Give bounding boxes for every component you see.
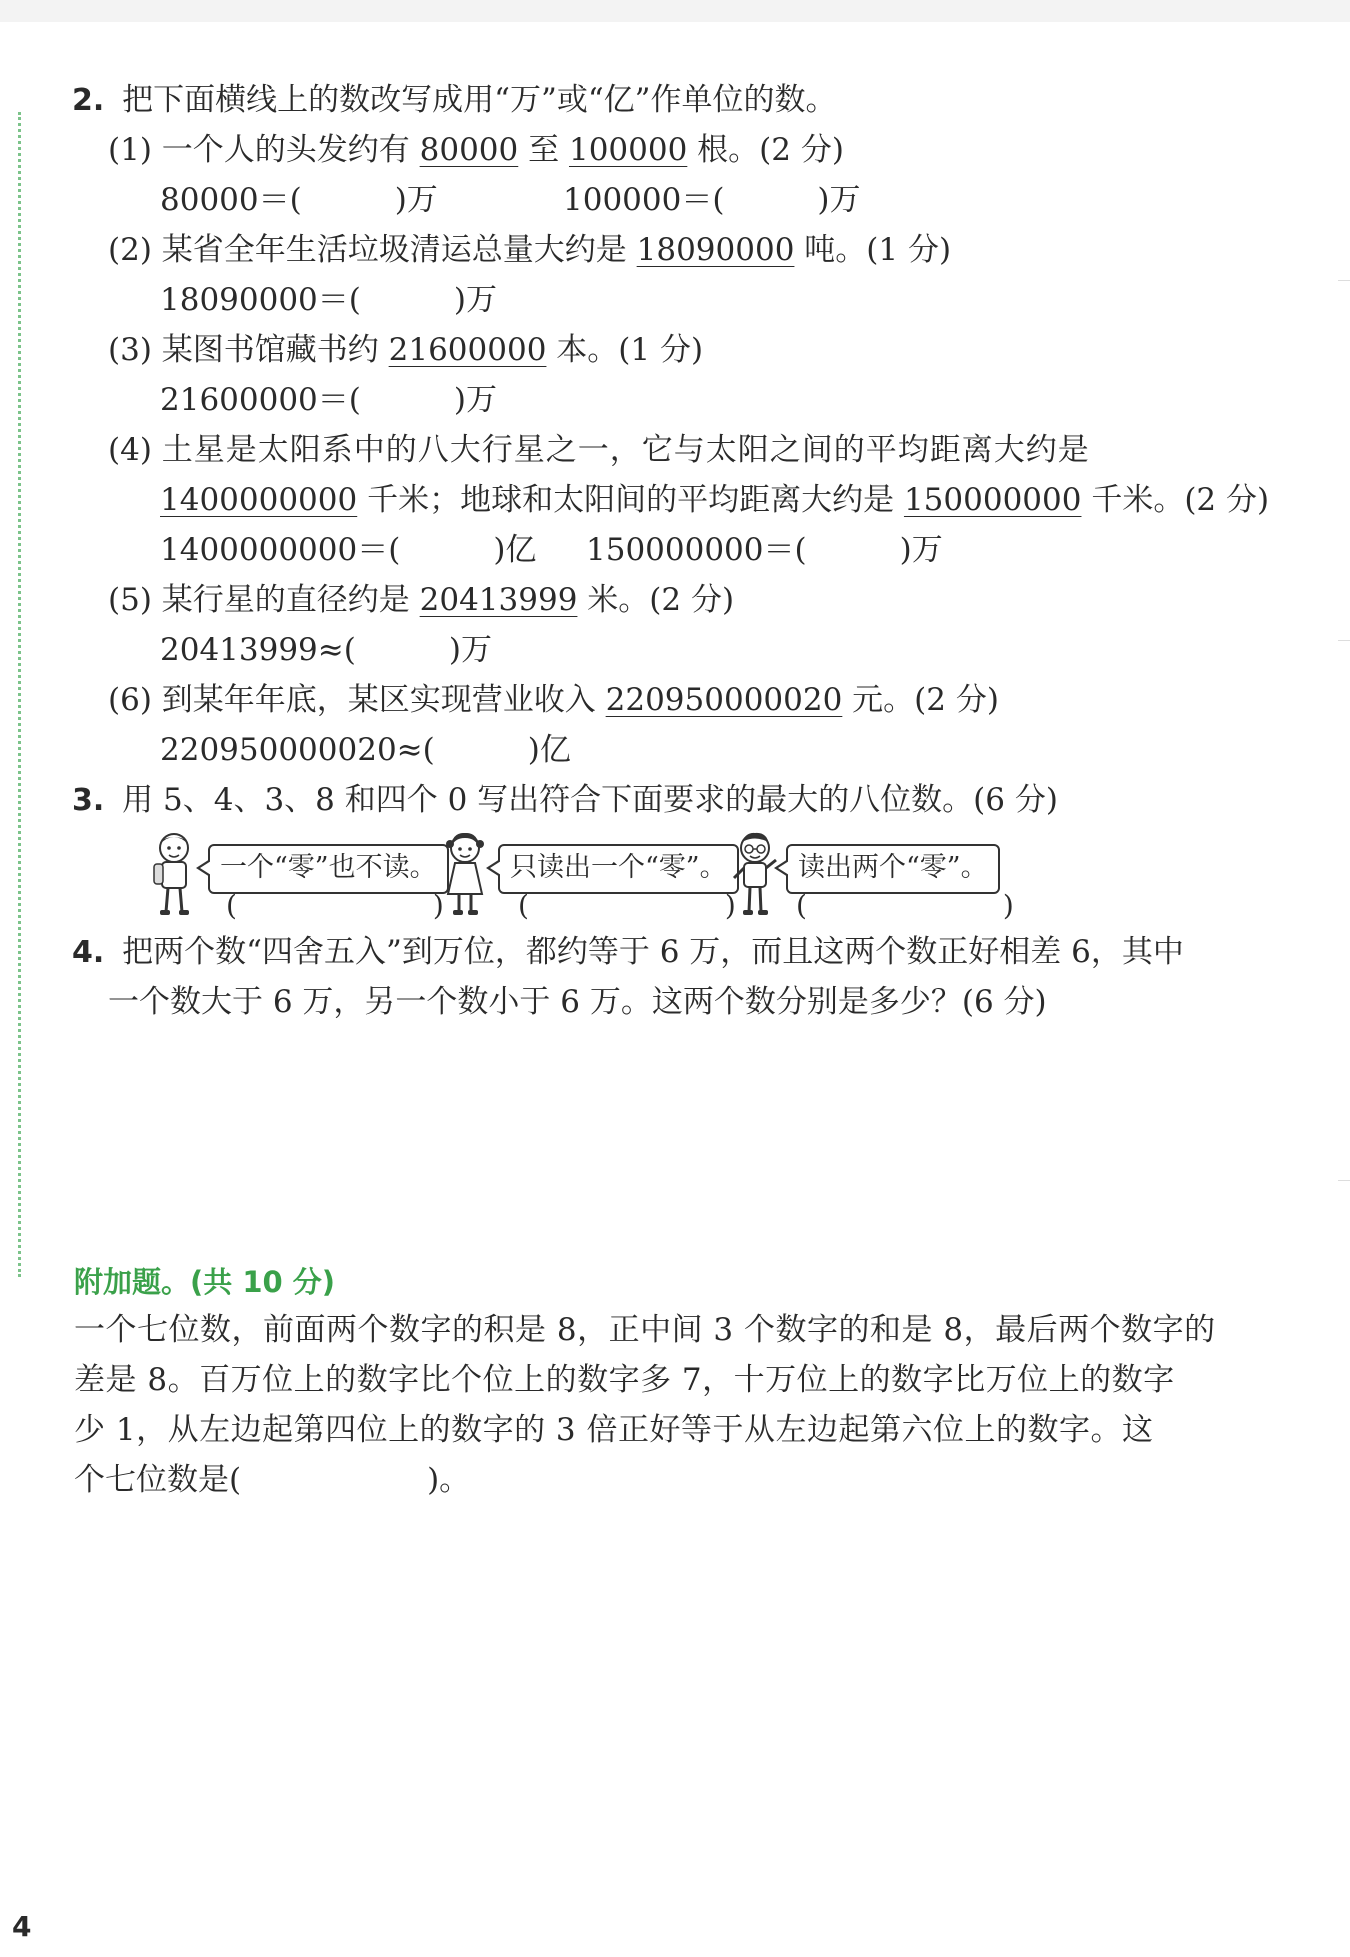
bonus-title (74, 1262, 335, 1302)
part-text: 某省全年生活垃圾清运总量大约是 (161, 232, 637, 268)
q2-part3-answer1[interactable]: 21600000＝( )万 (160, 382, 497, 418)
bonus-line1: 一个七位数，前面两个数字的积是 8，正中间 3 个数字的和是 8，最后两个数字的 (74, 1312, 1216, 1348)
page-number: 4 (12, 1910, 32, 1943)
q2-part5-answer1[interactable]: 20413999≈( )万 (160, 632, 492, 668)
bubble-text: 一个“零”也不读。 (220, 852, 437, 883)
bubble-tail (200, 861, 211, 875)
q2-part6 (108, 680, 999, 720)
q4-text-line1: 把两个数“四舍五入”到万位，都约等于 6 万，而且这两个数正好相差 6，其中 (122, 934, 1184, 970)
underlined-number: 21600000 (388, 332, 547, 368)
q2-part4-answer1[interactable]: 1400000000＝( )亿 (160, 532, 537, 568)
speech-bubble-2 (498, 844, 739, 894)
q3-number: 3. (72, 783, 105, 818)
q2-part5 (108, 580, 734, 620)
part-text: 至 (518, 132, 569, 168)
q2-part4-answer2[interactable]: 150000000＝( )万 (586, 532, 943, 568)
bubble-text: 读出两个“零”。 (798, 852, 988, 883)
margin-dotted-line (18, 112, 21, 1277)
bonus-title-text: 附加题。(共 10 分) (74, 1265, 336, 1299)
underlined-number: 220950000020 (605, 682, 843, 718)
q4-text-line2: 一个数大于 6 万，另一个数小于 6 万。这两个数分别是多少？(6 分) (108, 984, 1047, 1020)
part-text: 吨。(1 分) (794, 232, 952, 268)
edge-mark (1338, 640, 1350, 641)
q2-part1-answer2[interactable]: 100000＝( )万 (563, 182, 861, 218)
part-label: (6) (108, 682, 152, 718)
q3-answer-blank-2[interactable]: ( ) (518, 889, 736, 922)
q2-part2-answer1[interactable]: 18090000＝( )万 (160, 282, 497, 318)
bubble-text: 只读出一个“零”。 (510, 852, 727, 883)
speech-bubble-3 (786, 844, 1000, 894)
underlined-number: 80000 (419, 132, 519, 168)
speech-bubble-1 (208, 844, 449, 894)
q2-part4-line2 (160, 480, 1269, 520)
underlined-number: 1400000000 (160, 482, 358, 518)
q2-number: 2. (72, 83, 105, 118)
q2-part6-answer1[interactable]: 220950000020≈( )亿 (160, 732, 571, 768)
part-text: 到某年年底，某区实现营业收入 (161, 682, 606, 718)
q2-part1 (108, 130, 844, 170)
part-text: 元。(2 分) (842, 682, 999, 718)
q3-answer-blank-3[interactable]: ( ) (796, 889, 1014, 922)
bonus-line2: 差是 8。百万位上的数字比个位上的数字多 7，十万位上的数字比万位上的数字 (74, 1362, 1175, 1398)
q4-line1 (72, 932, 1184, 973)
q3-answer-blank-1[interactable]: ( ) (226, 889, 444, 922)
part-text: 一个人的头发约有 (161, 132, 420, 168)
part-label: (4) (108, 432, 152, 468)
part-label: (5) (108, 582, 152, 618)
underlined-number: 18090000 (636, 232, 795, 268)
edge-mark (1338, 1180, 1350, 1181)
part-label: (3) (108, 332, 152, 368)
boy-with-backpack-icon (150, 830, 198, 920)
q2-part3 (108, 330, 703, 370)
underlined-number: 20413999 (419, 582, 578, 618)
q2-heading (72, 80, 837, 121)
top-edge-shadow (0, 0, 1350, 22)
part-label: (2) (108, 232, 152, 268)
q3-heading (72, 780, 1058, 821)
q2-part4-line1 (108, 430, 1090, 470)
bubble-tail (778, 861, 789, 875)
part-text: 千米；地球和太阳间的平均距离大约是 (357, 482, 904, 518)
part-text: 根。(2 分) (687, 132, 844, 168)
part-text: 某图书馆藏书约 (161, 332, 389, 368)
part-text: 本。(1 分) (546, 332, 704, 368)
part-text: 土星是太阳系中的八大行星之一，它与太阳之间的平均距离大约是 (161, 432, 1090, 468)
edge-mark (1338, 280, 1350, 281)
q2-part2 (108, 230, 951, 270)
girl-in-dress-icon (440, 830, 490, 920)
part-text: 某行星的直径约是 (161, 582, 420, 618)
bonus-line3: 少 1，从左边起第四位上的数字的 3 倍正好等于从左边起第六位上的数字。这 (74, 1412, 1154, 1448)
q3-title: 用 5、4、3、8 和四个 0 写出符合下面要求的最大的八位数。(6 分) (122, 782, 1058, 818)
part-text: 米。(2 分) (577, 582, 735, 618)
q4-number: 4. (72, 935, 105, 970)
part-label: (1) (108, 132, 152, 168)
q2-title: 把下面横线上的数改写成用“万”或“亿”作单位的数。 (122, 82, 837, 118)
underlined-number: 100000 (568, 132, 688, 168)
bubble-tail (490, 861, 501, 875)
underlined-number: 150000000 (903, 482, 1082, 518)
q2-part1-answer1[interactable]: 80000＝( )万 (160, 182, 438, 218)
bonus-line4[interactable]: 个七位数是( )。 (74, 1462, 471, 1498)
part-text: 千米。(2 分) (1081, 482, 1270, 518)
boy-with-glasses-icon (730, 830, 780, 920)
